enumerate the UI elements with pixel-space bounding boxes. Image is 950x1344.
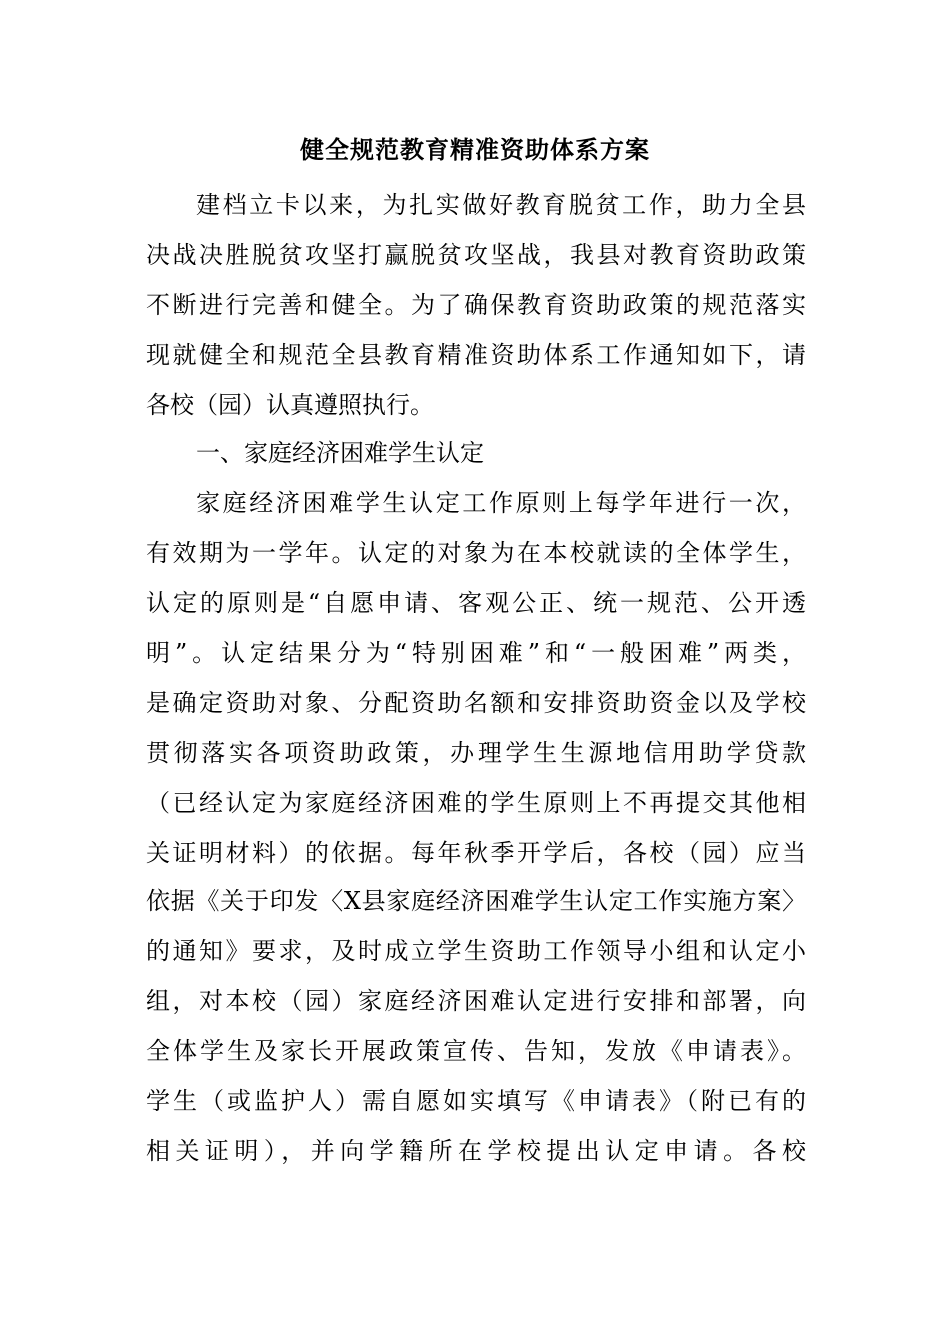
paragraph-line: 现就健全和规范全县教育精准资助体系工作通知如下，请 xyxy=(146,341,806,369)
paragraph-line: 相关证明），并向学籍所在学校提出认定申请。各校 xyxy=(146,1137,806,1165)
paragraph-line: 明”。认定结果分为“特别困难”和“一般困难”两类， xyxy=(146,639,806,667)
paragraph-line: 家庭经济困难学生认定工作原则上每学年进行一次， xyxy=(196,489,806,517)
section-heading: 一、家庭经济困难学生认定 xyxy=(196,439,484,467)
paragraph-line: 是确定资助对象、分配资助名额和安排资助资金以及学校 xyxy=(146,689,806,717)
paragraph-line: 各校（园）认真遵照执行。 xyxy=(146,391,434,419)
paragraph-line: 有效期为一学年。认定的对象为在本校就读的全体学生， xyxy=(146,539,806,567)
paragraph-line: 组，对本校（园）家庭经济困难认定进行安排和部署，向 xyxy=(146,987,806,1015)
paragraph-line: 关证明材料）的依据。每年秋季开学后，各校（园）应当 xyxy=(146,839,806,867)
document-title: 健全规范教育精准资助体系方案 xyxy=(300,135,650,164)
paragraph-line: 认定的原则是“自愿申请、客观公正、统一规范、公开透 xyxy=(146,589,806,617)
paragraph-line: 决战决胜脱贫攻坚打赢脱贫攻坚战，我县对教育资助政策 xyxy=(146,241,806,269)
paragraph-line: 学生（或监护人）需自愿如实填写《申请表》（附已有的 xyxy=(146,1087,806,1115)
paragraph-line: 依据《关于印发〈X县家庭经济困难学生认定工作实施方案〉 xyxy=(146,887,806,915)
paragraph-line: （已经认定为家庭经济困难的学生原则上不再提交其他相 xyxy=(146,789,806,817)
paragraph-line: 贯彻落实各项资助政策，办理学生生源地信用助学贷款 xyxy=(146,739,806,767)
paragraph-line: 全体学生及家长开展政策宣传、告知，发放《申请表》。 xyxy=(146,1037,806,1065)
paragraph-line: 的通知》要求，及时成立学生资助工作领导小组和认定小 xyxy=(146,937,806,965)
paragraph-line: 建档立卡以来，为扎实做好教育脱贫工作，助力全县 xyxy=(196,191,806,219)
paragraph-line: 不断进行完善和健全。为了确保教育资助政策的规范落实 xyxy=(146,291,806,319)
